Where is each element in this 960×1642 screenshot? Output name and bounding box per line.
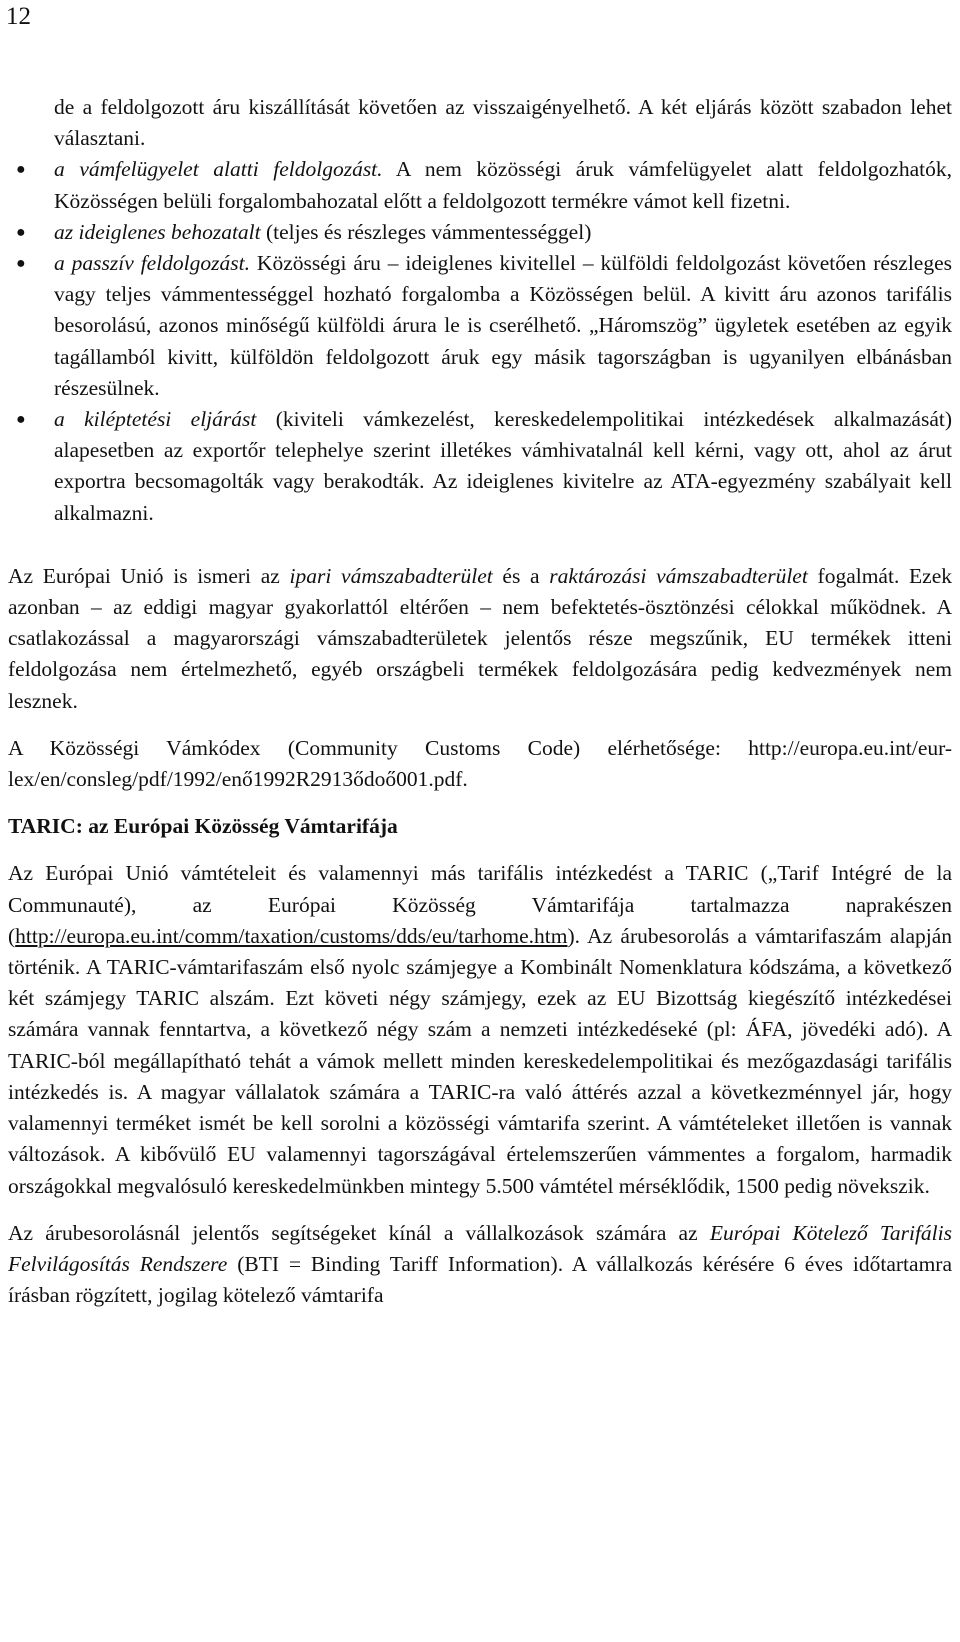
- page-number: 12: [6, 3, 31, 30]
- list-item: [8, 154, 952, 216]
- section-heading: TARIC: az Európai Közösség Vámtarifája: [8, 814, 398, 839]
- bullet-icon: ●: [16, 411, 26, 429]
- paragraph-free-zones: Az Európai Unió is ismeri az ipari vámszabadterület és a raktározási vámszabadterület fogalmát. Ezek azonban – az eddigi magyar gyakorlattól eltérően – nem befektetés-ösztönzési célokkal működnek. A csatlakozással a magyarországi vámszabadterületek jelentős része megszűnik, EU termékek itteni feldolgozása nem értelmezhető, egyéb országbeli termékek feldolgozására pedig kedvezmények nem lesznek.: [8, 563, 952, 713]
- list-item-text: (teljes és részleges vámmentességgel): [260, 219, 592, 244]
- bullet-icon: ●: [16, 255, 26, 273]
- list-item-term: az ideiglenes behozatalt: [54, 219, 261, 244]
- list-item-term: a passzív feldolgozást.: [54, 251, 250, 276]
- taric-link[interactable]: http://europa.eu.int/comm/taxation/customs/dds/eu/tarhome.htm: [15, 923, 568, 948]
- list-item-continuation: [8, 92, 952, 154]
- list-item-term: a kiléptetési eljárást: [54, 407, 257, 432]
- list-item: [8, 404, 952, 529]
- paragraph-customs-code: A Közösségi Vámkódex (Community Customs Code) elérhetősége: http://europa.eu.int/eur-lex/en/consleg/pdf/1992/enő1992R2913ődoő001.pdf.: [8, 735, 952, 792]
- paragraph-bti: Az árubesorolásnál jelentős segítségeket kínál a vállalkozások számára az Európai Kötelező Tarifális Felvilágosítás Rendszere (BTI = Binding Tariff Information). A vállalkozás kérésére 6 éves időtartamra írásban rögzített, jogilag kötelező vámtarifa: [8, 1220, 953, 1308]
- list-item-text: (kiviteli vámkezelést, kereskedelempolitikai intézkedések alkalmazását) alapesetben az exportőr telephelye szerint illetékes vámhivatalnál kell kérni, vagy ott, ahol az árut exportra becsomagolták vagy berakodták. Az ideiglenes kivitelre az ATA-egyezmény szabályait kell alkalmazni.: [54, 407, 952, 525]
- procedure-list: [8, 92, 952, 529]
- list-item: [8, 217, 952, 248]
- list-item: [8, 248, 952, 404]
- list-item-text: de a feldolgozott áru kiszállítását követően az visszaigényelhető. A két eljárás között szabadon lehet választani.: [54, 95, 952, 151]
- list-item-text: A nem közösségi áruk vámfelügyelet alatt feldolgozhatók, Közösségen belüli forgalombahozatal előtt a feldolgozott termékre vámot kell fizetni.: [54, 157, 952, 213]
- paragraph-taric: Az Európai Unió vámtételeit és valamennyi más tarifális intézkedést a TARIC („Tarif Intégré de la Communauté), az Európai Közösség Vámtarifája tartalmazza naprakészen (http://europa.eu.int/comm/taxation/customs/dds/eu/tarhome.htm). Az árubesorolás a vámtarifaszám alapján történik. A TARIC-vámtarifaszám első nyolc számjegye a Kombinált Nomenklatura kódszáma, a következő két számjegy TARIC alszám. Ezt követi négy számjegy, ezek az EU Bizottság kiegészítő intézkedései számára vannak fenntartva, a következő négy szám a nemzeti intézkedéseké (pl: ÁFA, jövedéki adó). A TARIC-ból megállapítható tehát a vámok mellett minden kereskedelempolitikai és mezőgazdasági tarifális intézkedés is. A magyar vállalatok számára a TARIC-ra való áttérés azzal a következménnyel jár, hogy valamennyi terméket ismét be kell sorolni a közösségi vámtarifa szerint. A vámtételeket illetően is vannak változások. A kibővülő EU valamennyi tagországával értelemszerűen vámmentes a forgalom, harmadik országokkal megvalósuló kereskedelmünkben mintegy 5.500 vámtétel mérséklődik, 1500 pedig növekszik.: [8, 861, 952, 1198]
- bullet-icon: ●: [16, 161, 26, 179]
- list-item-term: a vámfelügyelet alatti feldolgozást.: [54, 157, 383, 182]
- document-body: [8, 92, 952, 1311]
- bullet-icon: ●: [16, 223, 26, 241]
- list-item-text: Közösségi áru – ideiglenes kivitellel – külföldi feldolgozást követően részleges vagy teljes vámmentességgel hozható forgalomba a Közösségen belül. A kivitt áru azonos tarifális besorolású, azonos minőségű külföldi árura le is cserélhető. „Háromszög” ügyletek esetében az egyik tagállamból kivitt, külföldön feldolgozott áruk egy másik tagországban is ugyanilyen elbánásban részesülnek.: [54, 251, 952, 400]
